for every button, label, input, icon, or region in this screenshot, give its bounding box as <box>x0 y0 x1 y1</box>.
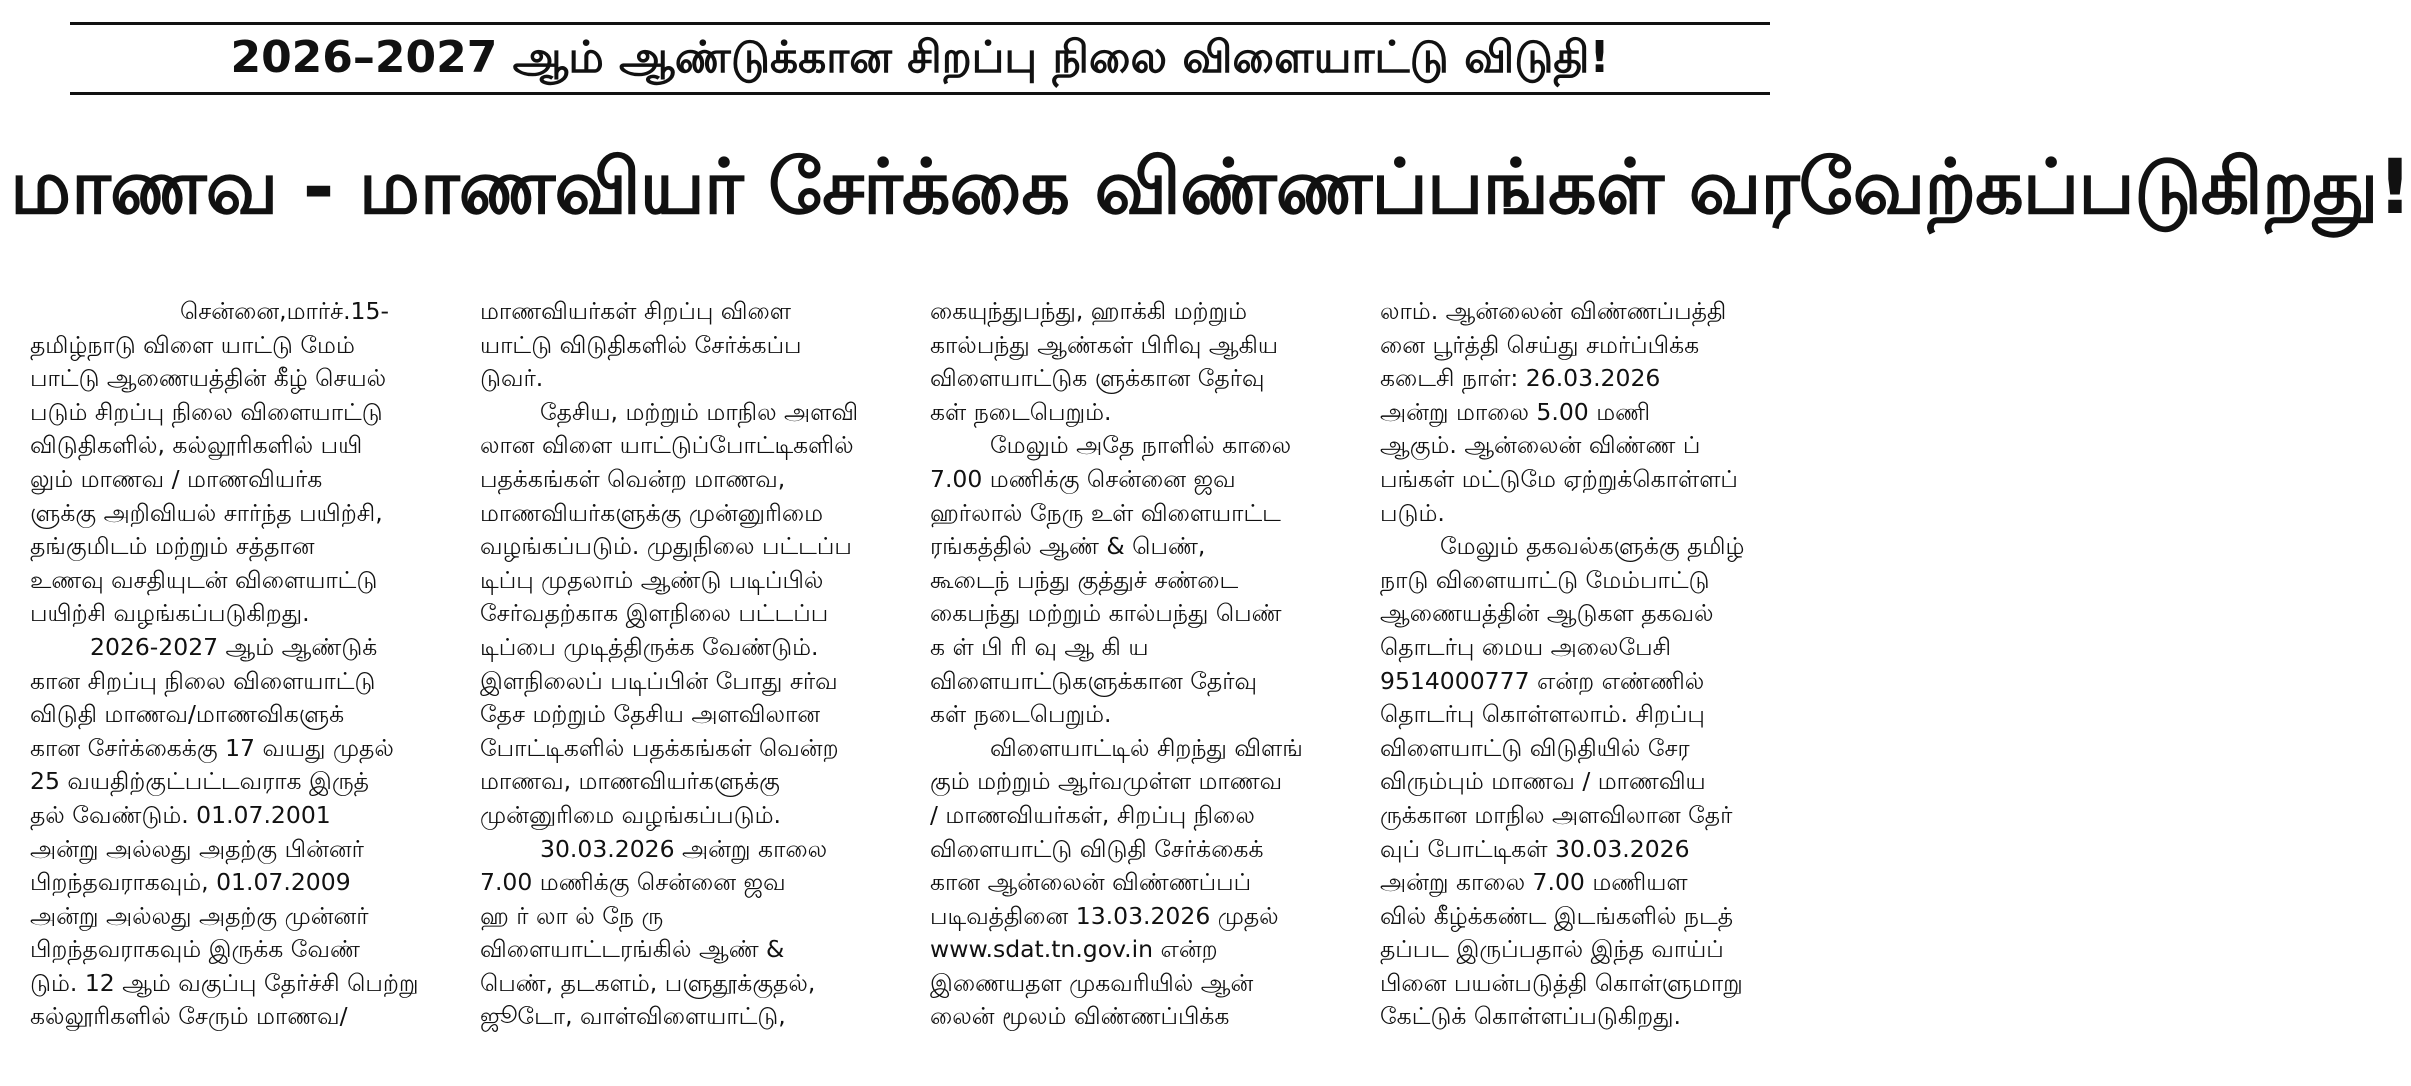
article-line: டிப்பு முதலாம் ஆண்டு படிப்பில் <box>480 565 824 594</box>
article-column-2 <box>480 295 900 1085</box>
top-rule <box>70 22 1770 25</box>
article-line: படிவத்தினை 13.03.2026 முதல் <box>930 901 1279 930</box>
article-line: சேர்வதற்காக இளநிலை பட்டப்ப <box>480 599 829 628</box>
article-line: லைன் மூலம் விண்ணப்பிக்க <box>930 1002 1230 1031</box>
article-column-3 <box>930 295 1350 1085</box>
article-line: இளநிலைப் படிப்பின் போது சர்வ <box>480 666 838 695</box>
article-line: தொடர்பு கொள்ளலாம். சிறப்பு <box>1380 700 1705 729</box>
article-line: ஆணையத்தின் ஆடுகள தகவல் <box>1380 599 1714 628</box>
article-line: ஹர்லால் நேரு உள் விளையாட்ட <box>930 498 1281 527</box>
article-line: கும் மற்றும் ஆர்வமுள்ள மாணவ <box>930 767 1283 796</box>
article-line: யாட்டு விடுதிகளில் சேர்க்கப்ப <box>480 330 802 359</box>
article-line: அன்று அல்லது அதற்கு முன்னர் <box>30 901 369 930</box>
article-line: ளுக்கு அறிவியல் சார்ந்த பயிற்சி, <box>30 498 383 527</box>
kicker-rule <box>70 92 1770 95</box>
article-line: பெண், தடகளம், பளுதூக்குதல், <box>480 968 816 997</box>
article-line: டும். 12 ஆம் வகுப்பு தேர்ச்சி பெற்று <box>30 968 419 997</box>
article-line: வுப் போட்டிகள் 30.03.2026 <box>1380 834 1690 863</box>
article-line: / மாணவியர்கள், சிறப்பு நிலை <box>930 800 1255 829</box>
article-line: வில் கீழ்க்கண்ட இடங்களில் நடத் <box>1380 901 1734 930</box>
article-line: கான சேர்க்கைக்கு 17 வயது முதல் <box>30 733 394 762</box>
article-line: தமிழ்நாடு விளை யாட்டு மேம் <box>30 330 355 359</box>
article-line: விளையாட்டு விடுதியில் சேர <box>1380 733 1690 762</box>
article-line: தல் வேண்டும். 01.07.2001 <box>30 800 331 829</box>
article-line: போட்டிகளில் பதக்கங்கள் வென்ற <box>480 733 839 762</box>
article-line: வழங்கப்படும். முதுநிலை பட்டப்ப <box>480 532 852 561</box>
article-line: ருக்கான மாநில அளவிலான தேர் <box>1380 800 1733 829</box>
article-line: கான ஆன்லைன் விண்ணப்பப் <box>930 868 1252 897</box>
article-line: விளையாட்டு விடுதி சேர்க்கைக் <box>930 834 1264 863</box>
article-line: கால்பந்து ஆண்கள் பிரிவு ஆகிய <box>930 330 1278 359</box>
article-line: ஹ ர் லா ல் நே ரு <box>480 901 664 930</box>
article-line: தங்குமிடம் மற்றும் சத்தான <box>30 532 315 561</box>
article-line: கைபந்து மற்றும் கால்பந்து பெண் <box>930 599 1282 628</box>
article-column-1 <box>30 295 450 1085</box>
article-line: விடுதிகளில், கல்லூரிகளில் பயி <box>30 431 363 460</box>
article-line: ஜூடோ, வாள்விளையாட்டு, <box>480 1002 786 1031</box>
article-line: விடுதி மாணவ/மாணவிகளுக் <box>30 700 345 729</box>
article-line: விரும்பும் மாணவ / மாணவிய <box>1380 767 1706 796</box>
article-line: 25 வயதிற்குட்பட்டவராக இருத் <box>30 767 369 796</box>
article-line: லும் மாணவ / மாணவியர்க <box>30 464 323 493</box>
article-line: உணவு வசதியுடன் விளையாட்டு <box>30 565 378 594</box>
article-line: படும். <box>1380 498 1445 527</box>
article-line: www.sdat.tn.gov.in என்ற <box>930 935 1218 964</box>
article-line: விளையாட்டில் சிறந்து விளங் <box>990 733 1303 762</box>
article-line: அன்று காலை 7.00 மணியள <box>1380 868 1688 897</box>
article-line: பிறந்தவராகவும், 01.07.2009 <box>30 868 351 897</box>
article-line: கேட்டுக் கொள்ளப்படுகிறது. <box>1380 1002 1681 1031</box>
article-line: நாடு விளையாட்டு மேம்பாட்டு <box>1380 565 1710 594</box>
article-line: பயிற்சி வழங்கப்படுகிறது. <box>30 599 310 628</box>
article-line: கடைசி நாள்: 26.03.2026 <box>1380 364 1661 393</box>
article-line: விளையாட்டுக ளுக்கான தேர்வு <box>930 364 1265 393</box>
article-line: தேச மற்றும் தேசிய அளவிலான <box>480 700 821 729</box>
article-line: லான விளை யாட்டுப்போட்டிகளில் <box>480 431 854 460</box>
kicker-headline: 2026–2027 ஆம் ஆண்டுக்கான சிறப்பு நிலை விளையாட்டு விடுதி! <box>230 32 1610 83</box>
article-line: பதக்கங்கள் வென்ற மாணவ, <box>480 464 786 493</box>
article-line: பிறந்தவராகவும் இருக்க வேண் <box>30 935 360 964</box>
article-column-4 <box>1380 295 1800 1085</box>
article-line: பங்கள் மட்டுமே ஏற்றுக்கொள்ளப் <box>1380 464 1738 493</box>
article-line: டுவர். <box>480 364 544 393</box>
article-line: னை பூர்த்தி செய்து சமர்ப்பிக்க <box>1380 330 1700 359</box>
article-line: 30.03.2026 அன்று காலை <box>540 834 828 863</box>
article-line: விளையாட்டரங்கில் ஆண் & <box>480 935 785 964</box>
article-line: டிப்பை முடித்திருக்க வேண்டும். <box>480 632 819 661</box>
article-line: பினை பயன்படுத்தி கொள்ளுமாறு <box>1380 968 1743 997</box>
article-line: மாணவ, மாணவியர்களுக்கு <box>480 767 780 796</box>
main-headline: மாணவ - மாணவியர் சேர்க்கை விண்ணப்பங்கள் வரவேற்கப்படுகிறது! <box>10 142 2411 231</box>
article-line: மேலும் தகவல்களுக்கு தமிழ் <box>1440 532 1745 561</box>
article-line: 2026-2027 ஆம் ஆண்டுக் <box>90 632 378 661</box>
article-line: லாம். ஆன்லைன் விண்ணப்பத்தி <box>1380 297 1727 325</box>
article-line: கள் நடைபெறும். <box>930 397 1112 426</box>
article-line: ஆகும். ஆன்லைன் விண்ண ப் <box>1380 431 1701 460</box>
article-line: கூடைந் பந்து குத்துச் சண்டை <box>930 565 1239 594</box>
article-line: 7.00 மணிக்கு சென்னை ஜவ <box>480 868 786 897</box>
article-line: தொடர்பு மைய அலைபேசி <box>1380 632 1672 661</box>
article-line: சென்னை,மார்ச்.15- <box>180 297 389 325</box>
article-line: தப்பட இருப்பதால் இந்த வாய்ப் <box>1380 935 1724 964</box>
article-line: முன்னுரிமை வழங்கப்படும். <box>480 800 782 829</box>
article-line: ரங்கத்தில் ஆண் & பெண், <box>930 532 1206 561</box>
article-line: தேசிய, மற்றும் மாநில அளவி <box>540 397 859 426</box>
article-line: அன்று அல்லது அதற்கு பின்னர் <box>30 834 364 863</box>
article-line: கான சிறப்பு நிலை விளையாட்டு <box>30 666 376 695</box>
article-line: கையுந்துபந்து, ஹாக்கி மற்றும் <box>930 297 1248 325</box>
article-line: 7.00 மணிக்கு சென்னை ஜவ <box>930 464 1236 493</box>
article-line: விளையாட்டுகளுக்கான தேர்வு <box>930 666 1257 695</box>
article-line: மாணவியர்கள் சிறப்பு விளை <box>480 297 791 325</box>
article-line: பாட்டு ஆணையத்தின் கீழ் செயல் <box>30 364 387 393</box>
article-line: இணையதள முகவரியில் ஆன் <box>930 968 1254 997</box>
article-line: படும் சிறப்பு நிலை விளையாட்டு <box>30 397 383 426</box>
article-line: க ள் பி ரி வு ஆ கி ய <box>930 632 1149 661</box>
article-line: கல்லூரிகளில் சேரும் மாணவ/ <box>30 1002 348 1031</box>
article-line: மேலும் அதே நாளில் காலை <box>990 431 1292 460</box>
article-line: 9514000777 என்ற எண்ணில் <box>1380 666 1705 695</box>
article-line: அன்று மாலை 5.00 மணி <box>1380 397 1651 426</box>
article-line: கள் நடைபெறும். <box>930 700 1112 729</box>
article-line: மாணவியர்களுக்கு முன்னுரிமை <box>480 498 824 527</box>
